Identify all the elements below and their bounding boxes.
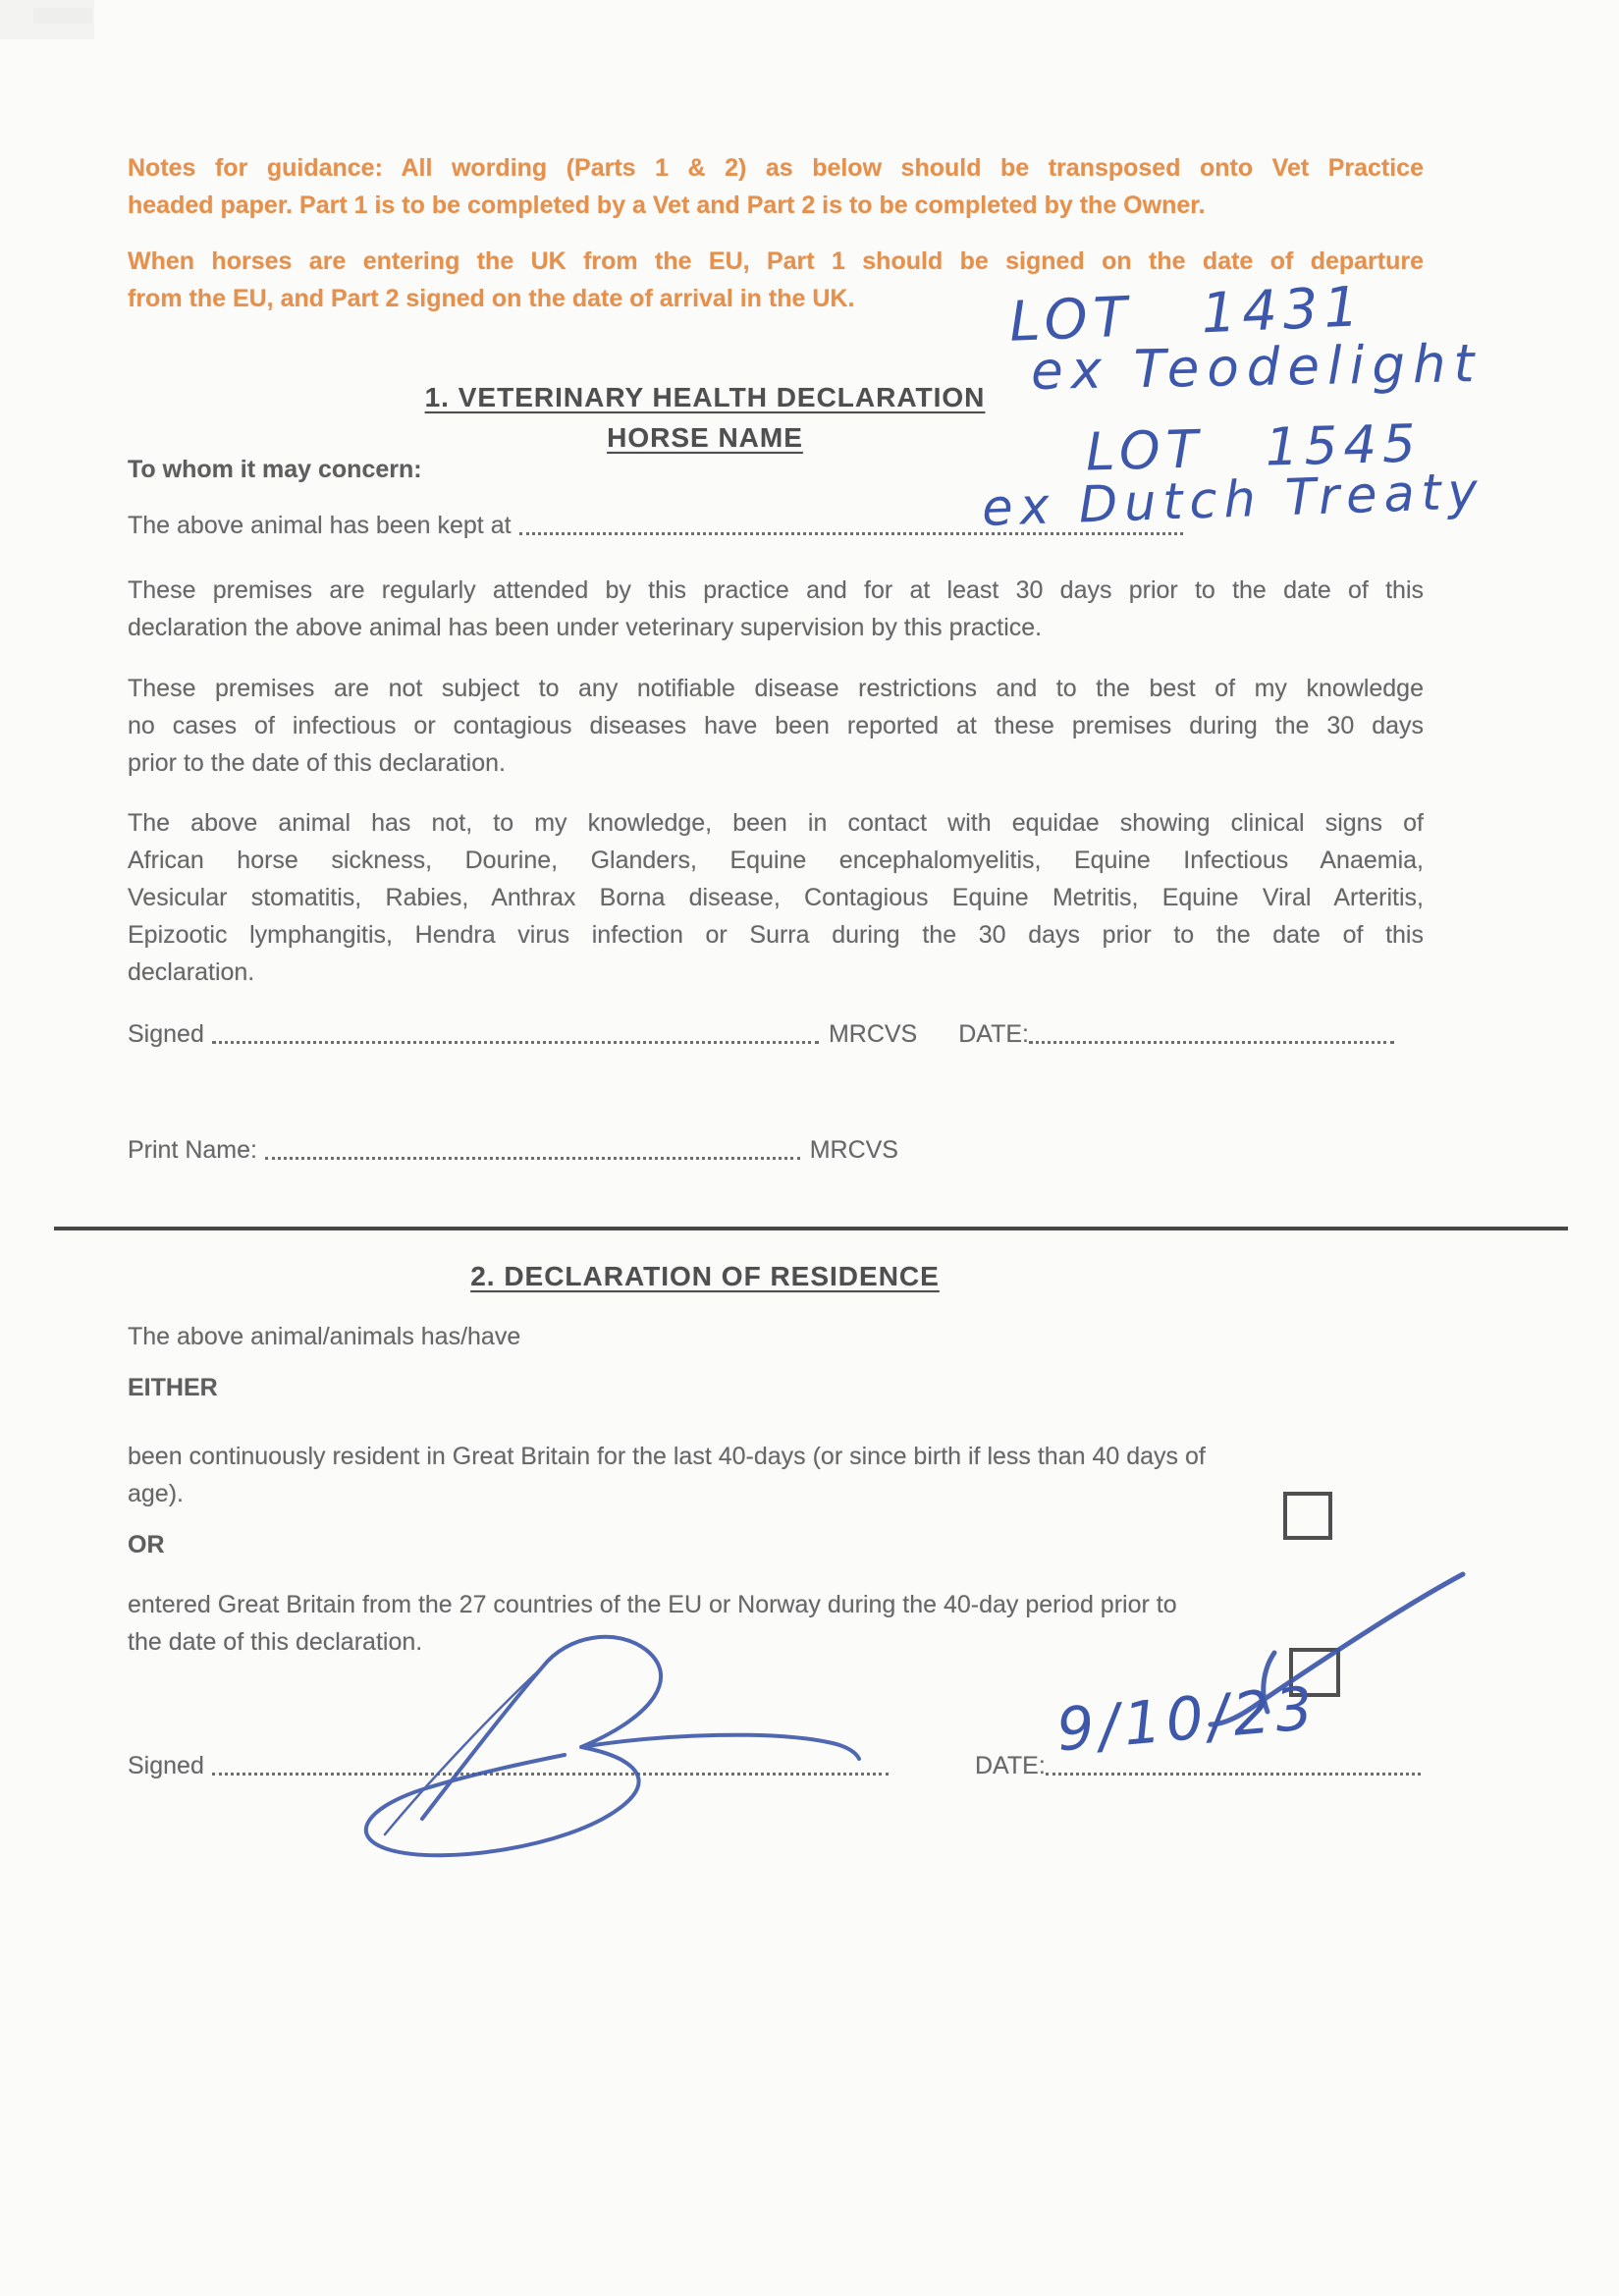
part2-date-row <box>975 1752 1421 1780</box>
part1-subheading: HORSE NAME <box>607 422 803 453</box>
either-label: EITHER <box>128 1374 218 1401</box>
print-name-mrcvs-label: MRCVS <box>809 1136 898 1164</box>
paragraph-line: the date of this declaration. <box>128 1628 423 1656</box>
paragraph-premises-attended <box>128 572 1424 646</box>
handwritten-date: 9/10/23 <box>1053 1673 1321 1766</box>
paragraph-line: entered Great Britain from the 27 countries of the EU or Norway during the 40-day period prior to <box>128 1591 1177 1618</box>
paragraph-line: The above animal has not, to my knowledge, been in contact with equidae showing clinical signs of <box>128 809 1424 837</box>
section-divider <box>54 1227 1568 1230</box>
kept-at-label: The above animal has been kept at <box>128 512 512 539</box>
paragraph-line: been continuously resident in Great Britain for the last 40-days (or since birth if less than 40 days of <box>128 1443 1206 1470</box>
handwritten-lot-number-1: LOT 1431 <box>1007 275 1367 355</box>
paragraph-line: African horse sickness, Dourine, Glanders, Equine encephalomyelitis, Equine Infectious Anaemia, <box>128 847 1424 874</box>
part1-signed-label: Signed <box>128 1020 204 1048</box>
part2-signed-label: Signed <box>128 1752 204 1779</box>
paragraph-no-restrictions <box>128 670 1424 782</box>
part1-signature-field[interactable] <box>212 1040 819 1044</box>
paragraph-line: no cases of infectious or contagious diseases have been reported at these premises during the 30 days <box>128 712 1424 739</box>
paragraph-line: These premises are regularly attended by this practice and for at least 30 days prior to the date of this <box>128 576 1424 604</box>
part1-date-field[interactable] <box>1029 1040 1394 1044</box>
paragraph-line: Vesicular stomatitis, Rabies, Anthrax Borna disease, Contagious Equine Metritis, Equine Viral Arteritis, <box>128 884 1424 911</box>
owner-signature <box>366 1637 859 1855</box>
print-name-field[interactable] <box>265 1156 800 1160</box>
part2-signature-field[interactable] <box>212 1772 889 1776</box>
part1-heading: 1. VETERINARY HEALTH DECLARATION <box>424 382 986 412</box>
print-name-label: Print Name: <box>128 1136 257 1164</box>
paragraph-either <box>128 1438 1424 1512</box>
part2-date-label: DATE: <box>975 1752 1046 1779</box>
scan-artifact-smudge <box>33 8 92 24</box>
notes-line: headed paper. Part 1 is to be completed by a Vet and Part 2 is to be completed by the Owner. <box>128 191 1206 219</box>
notes-line: Notes for guidance: All wording (Parts 1 & 2) as below should be transposed onto Vet Practice <box>128 154 1424 182</box>
paragraph-no-contact <box>128 804 1424 991</box>
part2-signed-row <box>128 1752 889 1780</box>
paragraph-line: prior to the date of this declaration. <box>128 749 506 777</box>
part2-intro-line: The above animal/animals has/have <box>128 1323 521 1350</box>
part2-date-field[interactable] <box>1046 1772 1421 1776</box>
part2-intro <box>128 1318 1424 1355</box>
paragraph-line: declaration. <box>128 958 255 986</box>
either-checkbox[interactable] <box>1283 1492 1332 1540</box>
part1-mrcvs-label: MRCVS <box>828 1020 918 1048</box>
part1-signed-row <box>128 1020 1394 1049</box>
paragraph-line: declaration the above animal has been under veterinary supervision by this practice. <box>128 614 1043 641</box>
or-label: OR <box>128 1531 165 1558</box>
part1-date-label: DATE: <box>958 1020 1029 1048</box>
notes-line: from the EU, and Part 2 signed on the date of arrival in the UK. <box>128 285 855 312</box>
part2-heading: 2. DECLARATION OF RESIDENCE <box>470 1261 940 1291</box>
paragraph-or <box>128 1586 1424 1661</box>
paragraph-line: Epizootic lymphangitis, Hendra virus infection or Surra during the 30 days prior to the date of this <box>128 921 1424 949</box>
part2-heading-block <box>57 1256 1353 1296</box>
handwritten-lot-number-2: LOT 1545 <box>1085 413 1423 483</box>
paragraph-line: age). <box>128 1480 184 1507</box>
paragraph-line: These premises are not subject to any notifiable disease restrictions and to the best of my knowledge <box>128 675 1424 702</box>
handwritten-horse-name-1: ex Teodelight <box>1030 333 1483 403</box>
notes-line: When horses are entering the UK from the EU, Part 1 should be signed on the date of departure <box>128 247 1424 275</box>
salutation: To whom it may concern: <box>128 456 422 483</box>
guidance-notes-paragraph-1 <box>128 149 1424 224</box>
print-name-row <box>128 1136 898 1165</box>
handwritten-horse-name-2: ex Dutch Treaty <box>981 463 1485 538</box>
